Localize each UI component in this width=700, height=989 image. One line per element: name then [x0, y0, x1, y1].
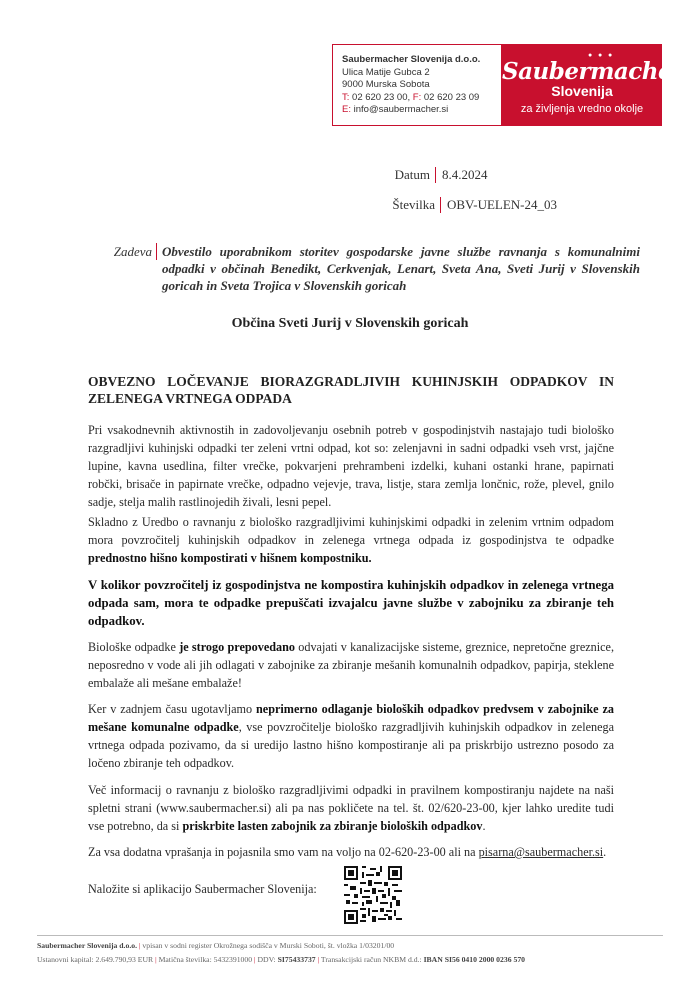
footer-iban: IBAN SI56 0410 2000 0236 570 [423, 955, 526, 964]
paragraph-2 [88, 513, 614, 567]
email-link[interactable]: pisarna@saubermacher.si [478, 845, 604, 859]
footer-reg-number: Matična številka: 5432391000 [158, 955, 253, 964]
paragraph-6 [88, 781, 614, 835]
company-street: Ulica Matije Gubca 2 [342, 66, 430, 78]
footer-vat: SI75433737 [277, 955, 316, 964]
paragraph-4 [88, 638, 614, 692]
paragraph-5-text-c: , vse povzročitelje biološko razgradljivih kuhinjskih odpadkov in zelenega vrtnega odpada pozivamo, da si uredijo lastno hišno kompostiranje ali pa priskrbijo ustrezno posodo za ločeno zbiranje teh odpadkov. [88, 720, 614, 770]
paragraph-3: V kolikor povzročitelj iz gospodinjstva ne kompostira kuhinjskih odpadkov in zelenega vrtnega odpada sam, mora te odpadke prepuščati izvajalcu javne službe v zabojniku za zbiranje teh odpadkov. [88, 578, 614, 628]
footer-account: Transakcijski račun NKBM d.d.: [320, 955, 422, 964]
municipality-title: Občina Sveti Jurij v Slovenskih goricah [231, 316, 469, 331]
paragraph-5-emphasis: neprimerno odlaganje bioloških odpadkov predvsem v zabojnike za mešane komunalne odpadke [88, 702, 614, 734]
number-label: Številka [380, 197, 441, 213]
footer-register: vpisan v sodni register Okrožnega sodišča v Murski Soboti, št. vložka 1/03201/00 [142, 941, 395, 950]
company-email-line [342, 104, 501, 117]
logo-country: Slovenija [551, 83, 613, 99]
company-phone-line [342, 92, 501, 105]
paragraph-6-text-c: . [482, 819, 486, 833]
heading-line-1: OBVEZNO LOČEVANJE BIORAZGRADLJIVIH KUHINJSKIH ODPADKOV IN [88, 374, 614, 389]
paragraph-5 [88, 700, 614, 772]
paragraph-2-text: Skladno z Uredbo o ravnanju z biološko razgradljivimi kuhinjskimi odpadki in zelenim vrtnim odpadom mora povzročitelj kuhinjskih odpadkov in zelenega vrtnega odpada iz gospodinjstva te odpadke [88, 515, 614, 547]
fax-prefix: F: [412, 91, 422, 103]
number-row [380, 197, 557, 213]
company-email[interactable]: info@saubermacher.si [353, 104, 449, 115]
paragraph-7-text-a: Za vsa dodatna vprašanja in pojasnila smo vam na voljo na 02-620-23-00 ali na [88, 845, 479, 859]
app-qr-code-icon[interactable] [344, 866, 402, 924]
brand-logo [502, 44, 684, 126]
paragraph-2-emphasis: prednostno hišno kompostirati v hišnem kompostniku. [88, 551, 372, 565]
paragraph-7 [88, 843, 614, 861]
paragraph-7-text-c: . [603, 845, 607, 859]
footer-line-1: Saubermacher Slovenija d.o.o. | vpisan v sodni register Okrožnega sodišča v Murski Soboti, št. vložka 1/03201/00 [37, 941, 395, 950]
email-prefix: E: [342, 104, 351, 115]
paragraph-4-text-a: Biološke odpadke [88, 640, 180, 654]
date-row [380, 167, 488, 183]
logo-wordmark: Saubermacher [502, 58, 684, 85]
company-city: 9000 Murska Sobota [342, 79, 430, 90]
subject-text: Obvestilo uporabnikom storitev gospodarske javne službe ravnanja s komunalnimi odpadki v občinah Benedikt, Cerkvenjak, Lenart, Sveta Ana, Sveti Jurij v Slovenskih goricah in Sveta Trojica v Slovenskih goricah [162, 244, 640, 293]
footer-capital: Ustanovni kapital: 2.649.790,93 EUR [37, 955, 154, 964]
paragraph-8: Naložite si aplikacijo Saubermacher Slovenija: [88, 882, 317, 896]
company-name: Saubermacher Slovenija d.o.o. [342, 54, 481, 65]
footer-company-name: Saubermacher Slovenija d.o.o. [37, 941, 138, 950]
company-address-box [332, 44, 502, 126]
logo-slogan: za življenja vredno okolje [520, 103, 644, 115]
paragraph-1: Pri vsakodnevnih aktivnostih in zadovoljevanju osebnih potreb v gospodinjstvih nastajajo tudi biološko razgradljivi kuhinjski odpadki ter zeleni vrtni odpad, kot so: zelenjavni in sadni odpadki vseh vrst, jajčne lupine, kavna usedlina, filter vrečke, pokvarjeni prehrambeni izdelki, kuhani ostanki hrane, papirnati robčki, brisače in papirnate vrečke, odpadno vejevje, trava, listje, stara zemlja lončnic, rože, plevel, gnilo sadje, stelja malih rastlinojedih živali, lesni pepel. [88, 423, 614, 509]
subject-label: Zadeva [98, 243, 157, 260]
footer-line-2: Ustanovni kapital: 2.649.790,93 EUR | Matična številka: 5432391000 | DDV: SI75433737 | Transakcijski račun NKBM d.d.: IBAN SI56 0410 2000 0236 570 [37, 955, 526, 964]
paragraph-4-emphasis: je strogo prepovedano [179, 640, 295, 654]
letterhead [332, 44, 684, 126]
logo-dots-icon: ● ● ● [588, 51, 615, 59]
heading-line-2: ZELENEGA VRTNEGA ODPADA [88, 391, 292, 406]
number-value: OBV-UELEN-24_03 [447, 197, 558, 212]
date-label: Datum [380, 167, 436, 183]
paragraph-4-text-c: odvajati v kanalizacijske sisteme, greznice, nepretočne greznice, neposredno v vode ali jih odlagati v zabojnike za zbiranje mešanih komunalnih odpadkov, papirja, steklene embalaže ali mešane embalaže! [88, 640, 614, 690]
paragraph-6-emphasis: priskrbite lasten zabojnik za zbiranje bioloških odpadkov [182, 819, 483, 833]
date-value: 8.4.2024 [442, 167, 488, 182]
company-phone: 02 620 23 00, [352, 91, 411, 103]
paragraph-6-text-a: Več informacij o ravnanju z biološko razgradljivimi odpadki in pravilnem kompostiranju najdete na naši spletni strani (www.saubermacher.si) ali pa nas pokličete na tel. št. 02/620-23-00, kjer lahko uredite tudi vse potrebno, da si [88, 783, 614, 833]
footer [37, 935, 663, 967]
company-fax: 02 620 23 09 [423, 91, 480, 103]
footer-vat-label: DDV: [257, 955, 276, 964]
phone-prefix: T: [342, 91, 350, 103]
paragraph-5-text-a: Ker v zadnjem času ugotavljamo [88, 702, 257, 716]
main-heading [88, 373, 614, 407]
